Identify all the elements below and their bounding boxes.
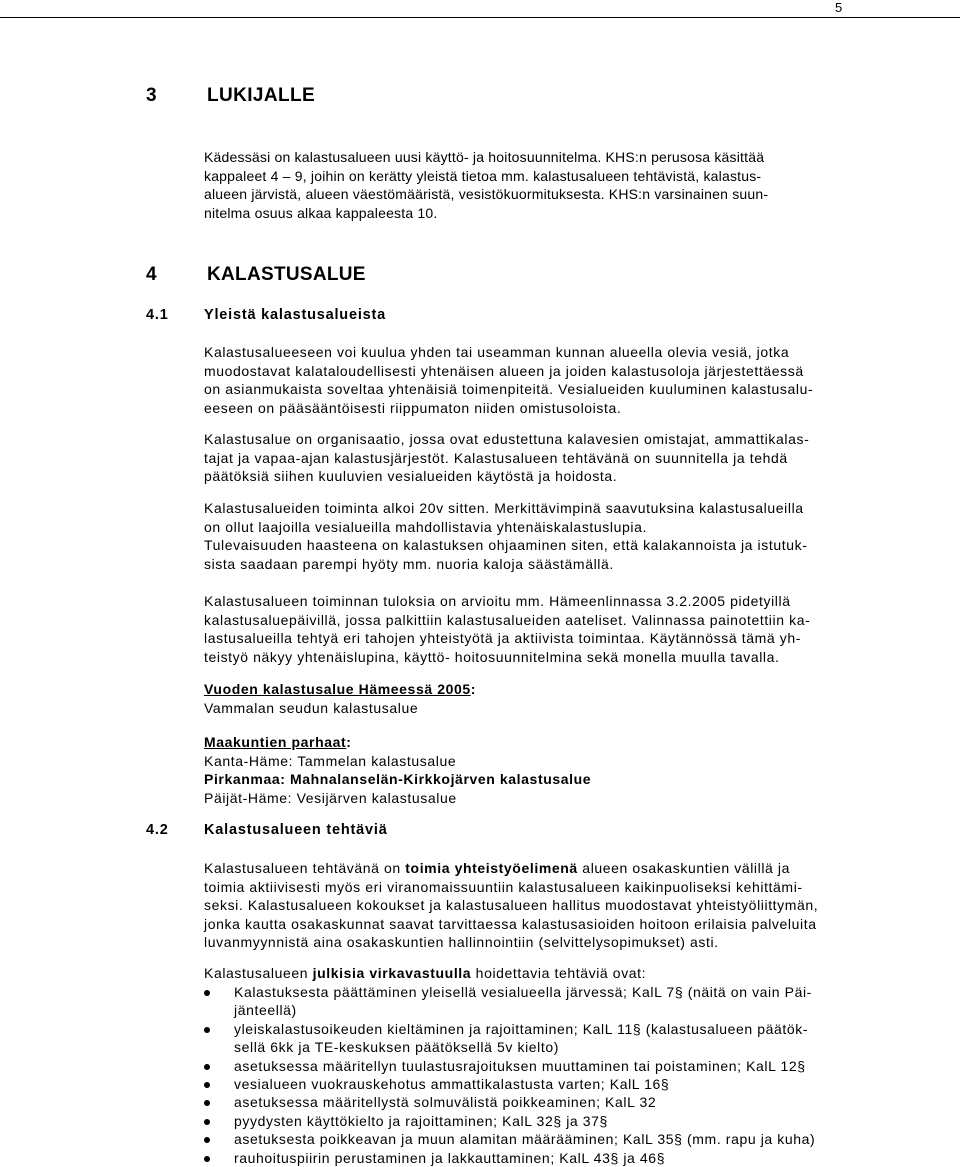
text-line: jänteellä) — [234, 1002, 297, 1019]
text-line: on ollut laajoilla vesialueilla mahdollistavia yhtenäiskalastuslupia. — [204, 518, 647, 535]
bullet-dot-icon — [204, 1119, 210, 1125]
text-run: Kalastusalueen tehtävänä on — [204, 860, 406, 876]
text-line: Kalastusalue on organisaatio, jossa ovat edustettuna kalavesien omistajat, ammattikalas- — [204, 431, 810, 447]
bullet-item — [204, 1057, 884, 1075]
bullet-dot-icon — [204, 1156, 210, 1162]
section-4-1-paragraph-3 — [204, 499, 884, 573]
julkisia-virkavastuulla-bold: julkisia virkavastuulla — [312, 965, 472, 981]
section-4-2-paragraph-1 — [204, 859, 884, 952]
text-line: yleiskalastusoikeuden kieltäminen ja rajoittaminen; KalL 11§ (kalastusalueen päätök- — [234, 1020, 809, 1037]
text-line: Kädessäsi on kalastusalueen uusi käyttö- ja hoitosuunnitelma. KHS:n perusosa käsittää — [204, 149, 765, 165]
maakunta-item: Pirkanmaa: Mahnalanselän-Kirkkojärven kalastusalue — [204, 771, 592, 788]
text-run: Kalastusalueen — [204, 965, 313, 981]
vuoden-kalastusalue-value: Vammalan seudun kalastusalue — [204, 699, 419, 716]
section-3-paragraph — [204, 148, 884, 222]
bullet-dot-icon — [204, 990, 210, 996]
bullet-dot-icon — [204, 1082, 210, 1088]
bullet-item — [204, 983, 884, 1020]
text-line: sellä 6kk ja TE-keskuksen päätöksellä 5v kielto) — [234, 1039, 560, 1056]
bullet-item — [204, 1149, 884, 1167]
section-4-1-heading — [146, 307, 386, 323]
vuoden-kalastusalue-title: Vuoden kalastusalue Hämeessä 2005 — [204, 681, 471, 697]
section-4-2-title: Kalastusalueen tehtäviä — [204, 822, 388, 838]
text-line: pyydysten käyttökielto ja rajoittaminen; KalL 32§ ja 37§ — [234, 1112, 608, 1129]
section-4-1-paragraph-2 — [204, 430, 884, 486]
section-4-2-heading — [146, 822, 388, 838]
tehtavat-bullet-list — [204, 983, 884, 1167]
maakuntien-parhaat-colon: : — [346, 734, 352, 750]
maakunta-item: Päijät-Häme: Vesijärven kalastusalue — [204, 789, 457, 806]
text-line: muodostavat kalataloudellisesti yhtenäisen alueen ja joiden kalastusoloja järjestettäessä — [204, 362, 804, 379]
text-run: hoidettavia tehtäviä ovat: — [471, 965, 647, 981]
text-line: toimia aktiivisesti myös eri viranomaissuuntiin kalastusalueen kaikinpuoliseksi kehittämi- — [204, 878, 803, 895]
bullet-dot-icon — [204, 1027, 210, 1033]
bullet-dot-icon — [204, 1100, 210, 1106]
section-4-title: KALASTUSALUE — [207, 264, 366, 285]
bullet-item — [204, 1020, 884, 1057]
section-3-heading — [146, 85, 315, 107]
page-number: 5 — [835, 0, 843, 15]
text-line: on asianmukaista soveltaa yhtenäisiä toimenpiteitä. Vesialueiden kuuluminen kalastusalu- — [204, 381, 814, 398]
text-line: nitelma osuus alkaa kappaleesta 10. — [204, 204, 438, 221]
text-line: rauhoituspiirin perustaminen ja lakkauttaminen; KalL 43§ ja 46§ — [234, 1149, 666, 1166]
section-4-2-paragraph-2 — [204, 964, 884, 983]
vuoden-kalastusalue-block — [204, 680, 884, 717]
section-4-1-number: 4.1 — [146, 307, 169, 323]
text-line: asetuksessa määritellyn tuulastusrajoituksen muuttaminen tai poistaminen; KalL 12§ — [234, 1057, 806, 1074]
text-line: Tulevaisuuden haasteena on kalastuksen ohjaaminen siten, että kalakannoista ja istutuk- — [204, 537, 808, 554]
section-4-1-paragraph-4 — [204, 592, 884, 666]
section-4-2-number: 4.2 — [146, 822, 169, 838]
text-line: asetuksessa määritellystä solmuvälistä poikkeaminen; KalL 32 — [234, 1094, 657, 1111]
text-line: asetuksesta poikkeavan ja muun alamitan määrääminen; KalL 35§ (mm. rapu ja kuha) — [234, 1131, 816, 1148]
bullet-item — [204, 1075, 884, 1093]
text-line: luvanmyynnistä aina osakaskuntien hallinnointiin (selvittelysopimukset) asti. — [204, 934, 719, 951]
toimia-yhteistyoelimena-bold: toimia yhteistyöelimenä — [405, 860, 578, 876]
bullet-dot-icon — [204, 1137, 210, 1143]
section-3-number: 3 — [146, 85, 157, 106]
section-4-1-title: Yleistä kalastusalueista — [204, 307, 387, 323]
text-line: sista saadaan parempi hyöty mm. nuoria kaloja säästämällä. — [204, 555, 614, 572]
bullet-item — [204, 1112, 884, 1130]
text-line: lastusalueilla tehtyä eri tahojen yhteistyötä ja aktiivista toimintaa. Käytännössä tämä yh- — [204, 630, 801, 647]
text-line: eeseen on pääsääntöisesti riippumaton niiden omistusoloista. — [204, 399, 622, 416]
maakuntien-parhaat-title: Maakuntien parhaat — [204, 734, 347, 750]
text-line: päätöksiä siihen kuuluvien vesialueiden käytöstä ja hoidosta. — [204, 468, 618, 485]
section-4-1-paragraph-1 — [204, 343, 884, 417]
vuoden-kalastusalue-colon: : — [470, 681, 477, 697]
section-3-title: LUKIJALLE — [207, 85, 316, 106]
text-line: seksi. Kalastusalueen kokoukset ja kalastusalueen hallitus muodostavat yhteistyöliittymän, — [204, 897, 819, 914]
text-line: Kalastusalueen toiminnan tuloksia on arvioitu mm. Hämeenlinnassa 3.2.2005 pidetyillä — [204, 593, 791, 609]
maakuntien-parhaat-block — [204, 733, 884, 807]
maakunta-item: Kanta-Häme: Tammelan kalastusalue — [204, 752, 457, 769]
text-line: kalastusaluepäivillä, jossa palkittiin kalastusalueiden aateliset. Valinnassa painotettiin ka- — [204, 611, 811, 628]
text-line: tajat ja vapaa-ajan kalastusjärjestöt. Kalastusalueen tehtävänä on suunnitella ja tehdä — [204, 449, 788, 466]
text-line: Kalastuksesta päättäminen yleisellä vesialueella järvessä; KalL 7§ (näitä on vain Päi- — [234, 984, 812, 1000]
text-line: teistyö näkyy yhtenäislupina, käyttö- hoitosuunnitelmina sekä monella muulla tavalla. — [204, 648, 780, 665]
header-rule — [0, 17, 960, 18]
section-4-number: 4 — [146, 264, 157, 285]
text-line: alueen järvistä, alueen väestömääristä, vesistökuormituksesta. KHS:n varsinainen suun- — [204, 186, 769, 203]
bullet-item — [204, 1130, 884, 1148]
text-line: kappaleet 4 – 9, joihin on kerätty yleistä tietoa mm. kalastusalueen tehtävistä, kalastus- — [204, 167, 762, 184]
text-line: jonka kautta osakaskunnat saavat tarvittaessa kalastusasioiden hoitoon erilaisia palveluita — [204, 915, 817, 932]
text-run: alueen osakaskuntien välillä ja — [577, 860, 791, 876]
text-line: vesialueen vuokrauskehotus ammattikalastusta varten; KalL 16§ — [234, 1076, 670, 1093]
text-line: Kalastusalueeseen voi kuulua yhden tai useamman kunnan alueella olevia vesiä, jotka — [204, 344, 790, 360]
bullet-dot-icon — [204, 1064, 210, 1070]
bullet-item — [204, 1093, 884, 1111]
text-line: Kalastusalueiden toiminta alkoi 20v sitten. Merkittävimpinä saavutuksina kalastusalueilla — [204, 500, 804, 516]
section-4-heading — [146, 264, 366, 286]
